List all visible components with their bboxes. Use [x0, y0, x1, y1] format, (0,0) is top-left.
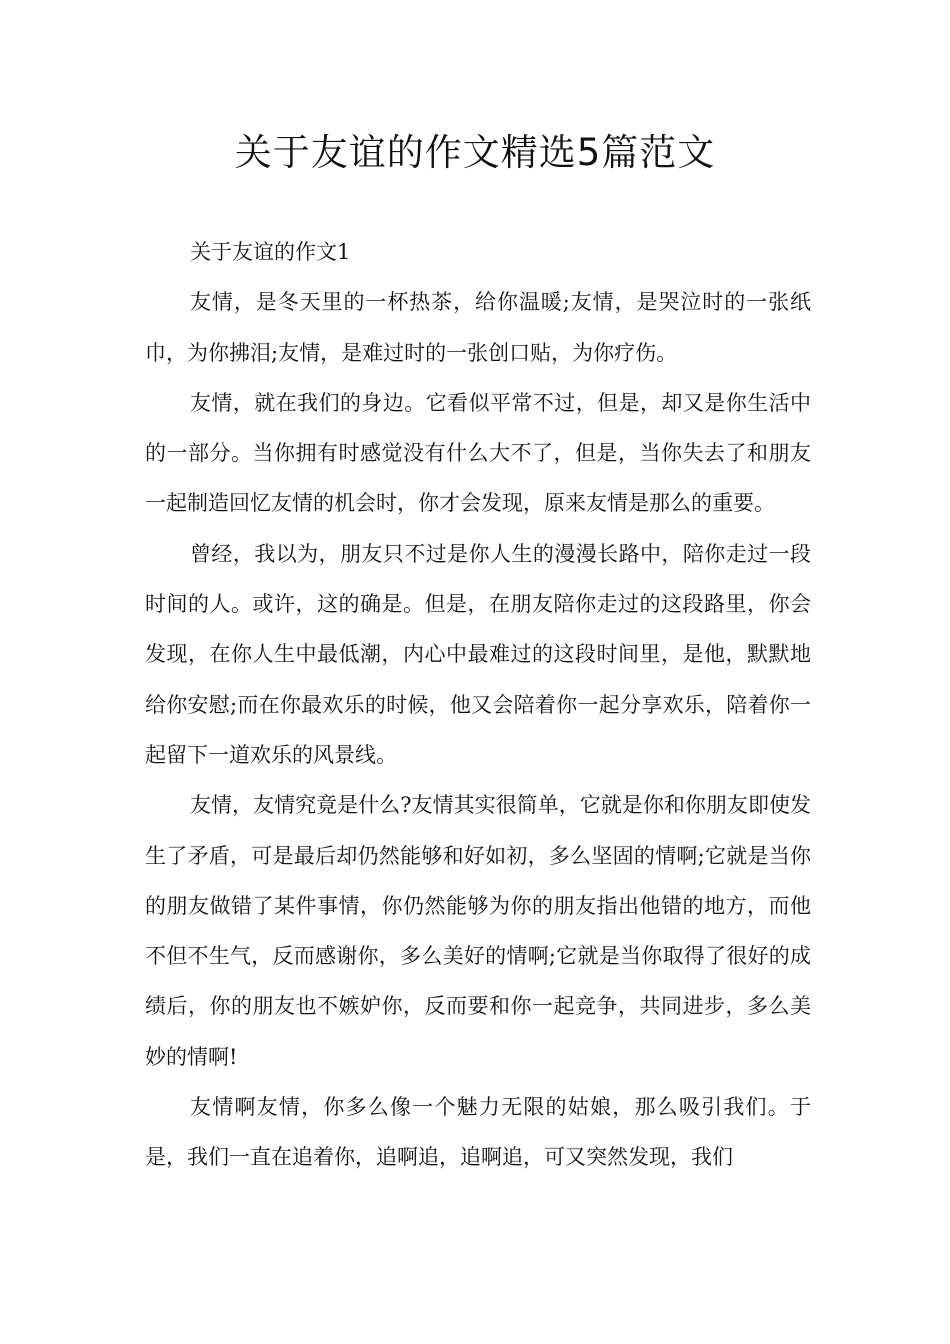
paragraph-2: 友情，就在我们的身边。它看似平常不过，但是，却又是你生活中的一部分。当你拥有时感觉没有什么大不了，但是，当你失去了和朋友一起制造回忆友情的机会时，你才会发现，原来友情是那么的重要。	[145, 390, 811, 516]
essay-subheading: 关于友谊的作文1	[190, 240, 351, 264]
paragraph-4: 友情，友情究竟是什么?友情其实很简单，它就是你和你朋友即使发生了矛盾，可是最后却仍然能够和好如初，多么坚固的情啊;它就是当你的朋友做错了某件事情，你仍然能够为你的朋友指出他错的地方，而他不但不生气，反而感谢你，多么美好的情啊;它就是当你取得了很好的成绩后，你的朋友也不嫉妒你，反而要和你一起竞争，共同进步，多么美妙的情啊!	[145, 793, 811, 1069]
paragraph-5: 友情啊友情，你多么像一个魅力无限的姑娘，那么吸引我们。于是，我们一直在追着你，追啊追，追啊追，可又突然发现，我们	[145, 1095, 811, 1170]
document-body	[145, 227, 811, 1183]
document-title: 关于友谊的作文精选5篇范文	[234, 131, 716, 174]
paragraph-3: 曾经，我以为，朋友只不过是你人生的漫漫长路中，陪你走过一段时间的人。或许，这的确是。但是，在朋友陪你走过的这段路里，你会发现，在你人生中最低潮，内心中最难过的这段时间里，是他，默默地给你安慰;而在你最欢乐的时候，他又会陪着你一起分享欢乐，陪着你一起留下一道欢乐的风景线。	[145, 541, 811, 767]
paragraph-1: 友情，是冬天里的一杯热茶，给你温暖;友情，是哭泣时的一张纸巾，为你拂泪;友情，是难过时的一张创口贴，为你疗伤。	[145, 290, 811, 365]
